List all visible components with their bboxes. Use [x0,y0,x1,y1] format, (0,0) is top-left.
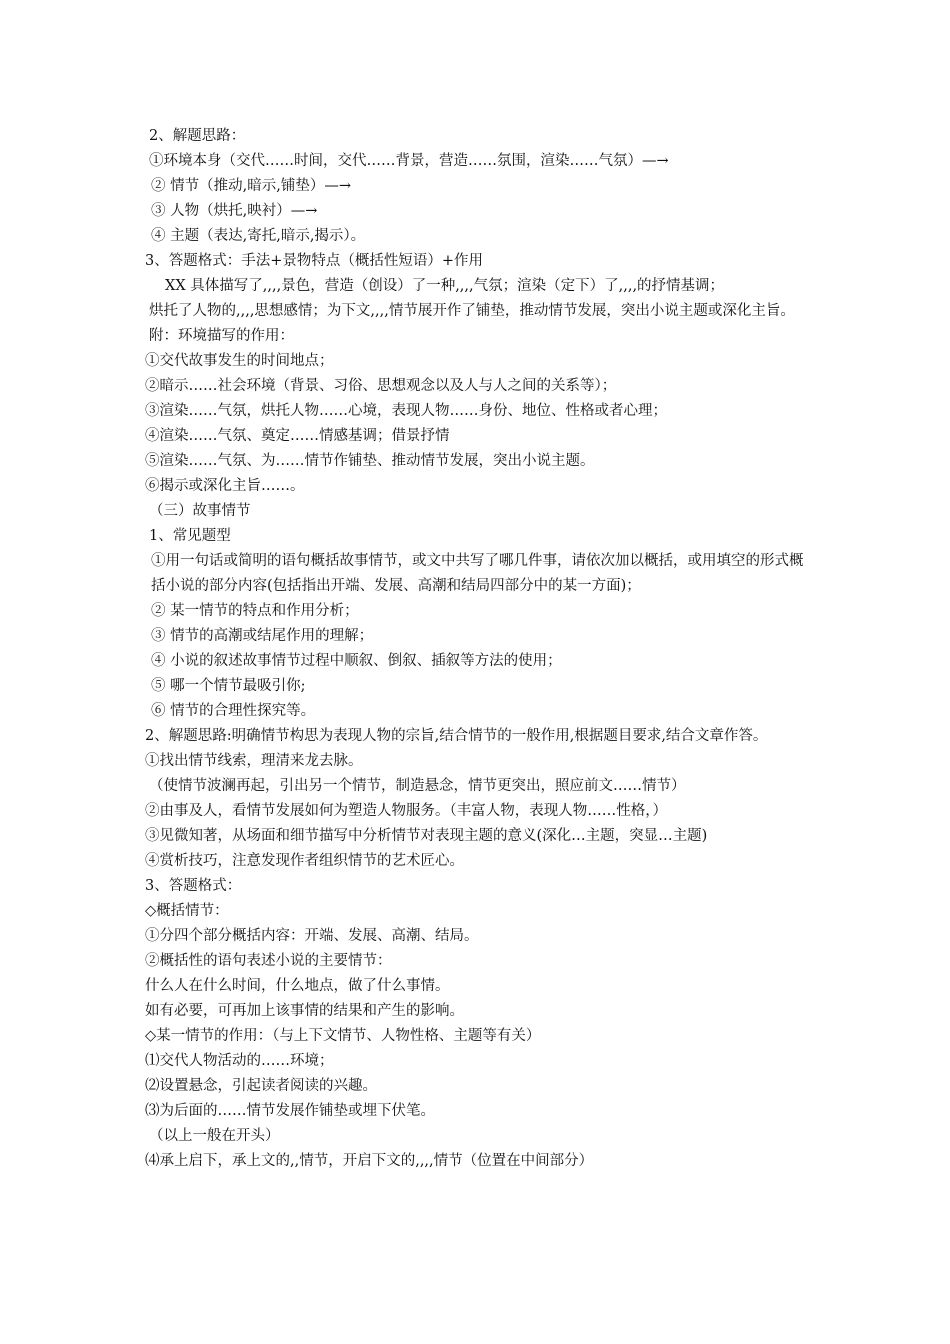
section-heading: 2、解题思路:明确情节构思为表现人物的宗旨,结合情节的一般作用,根据题目要求,结合文章作答。 [145,728,768,744]
section-heading: 1、常见题型 [149,528,231,544]
list-item: ②由事及人，看情节发展如何为塑造人物服务。（丰富人物，表现人物……性格，） [145,803,667,819]
document-page [145,124,815,1174]
paragraph-text: 烘托了人物的,,,,思想感情；为下文,,,,情节展开作了铺垫，推动情节发展，突出小说主题或深化主旨。 [149,303,795,319]
section-heading: 3、答题格式： [145,878,242,894]
list-item: ②概括性的语句表述小说的主要情节： [145,953,392,969]
list-item: ⑴交代人物活动的……环境； [145,1053,334,1069]
list-item: ④渲染……气氛、奠定……情感基调；借景抒情 [145,428,450,444]
list-item: ④ 主题（表达,寄托,暗示,揭示）。 [151,228,366,244]
section-heading: 附：环境描写的作用： [149,328,294,344]
list-item: ①找出情节线索，理清来龙去脉。 [145,753,363,769]
list-item: ①分四个部分概括内容：开端、发展、高潮、结局。 [145,928,479,944]
section-heading: （三）故事情节 [149,503,251,519]
section-heading: ◇概括情节： [145,903,229,919]
list-item: ② 情节（推动,暗示,铺垫）—→ [151,178,351,194]
section-heading: 3、答题格式：手法+景物特点（概括性短语）+作用 [145,253,484,269]
list-item: ③ 情节的高潮或结尾作用的理解； [151,628,374,644]
paragraph-text: XX 具体描写了,,,,景色，营造（创设）了一种,,,,气氛；渲染（定下）了,,,,的抒情基调； [165,278,725,294]
paragraph-text: 如有必要，可再加上该事情的结果和产生的影响。 [145,1003,464,1019]
list-item: ② 某一情节的特点和作用分析； [151,603,359,619]
paragraph-text: 什么人在什么时间，什么地点，做了什么事情。 [145,978,450,994]
paragraph-text: （使情节波澜再起，引出另一个情节，制造悬念，情节更突出，照应前文……情节） [149,778,686,794]
list-item: ①交代故事发生的时间地点； [145,353,334,369]
list-item: ④赏析技巧，注意发现作者组织情节的艺术匠心。 [145,853,464,869]
list-item: ⑵设置悬念，引起读者阅读的兴趣。 [145,1078,377,1094]
list-item: ②暗示……社会环境（背景、习俗、思想观念以及人与人之间的关系等）； [145,378,617,394]
paragraph-text: （以上一般在开头） [149,1128,280,1144]
list-item: ③见微知著，从场面和细节描写中分析情节对表现主题的意义(深化…主题，突显…主题) [145,828,708,844]
list-item: ⑷承上启下，承上文的,,情节，开启下文的,,,,情节（位置在中间部分） [145,1153,594,1169]
list-item: ⑤ 哪一个情节最吸引你; [151,678,306,694]
list-item: ⑥ 情节的合理性探究等。 [151,703,316,719]
list-item: ①用一句话或简明的语句概括故事情节，或文中共写了哪几件事，请依次加以概括，或用填空的形式概括小说的部分内容(包括指出开端、发展、高潮和结局四部分中的某一方面)； [151,553,804,594]
list-item: ⑶为后面的……情节发展作铺垫或埋下伏笔。 [145,1103,435,1119]
list-item: ④ 小说的叙述故事情节过程中顺叙、倒叙、插叙等方法的使用； [151,653,562,669]
section-heading: 2、解题思路： [149,128,246,144]
list-item: ⑥揭示或深化主旨……。 [145,478,305,494]
list-item: ①环境本身（交代……时间，交代……背景，营造……氛围，渲染……气氛）—→ [149,153,669,169]
list-item: ③ 人物（烘托,映衬）—→ [151,203,318,219]
section-heading: ◇某一情节的作用：（与上下文情节、人物性格、主题等有关） [145,1028,541,1044]
list-item: ③渲染……气氛，烘托人物……心境，表现人物……身份、地位、性格或者心理； [145,403,667,419]
list-item: ⑤渲染……气氛、为……情节作铺垫、推动情节发展，突出小说主题。 [145,453,595,469]
